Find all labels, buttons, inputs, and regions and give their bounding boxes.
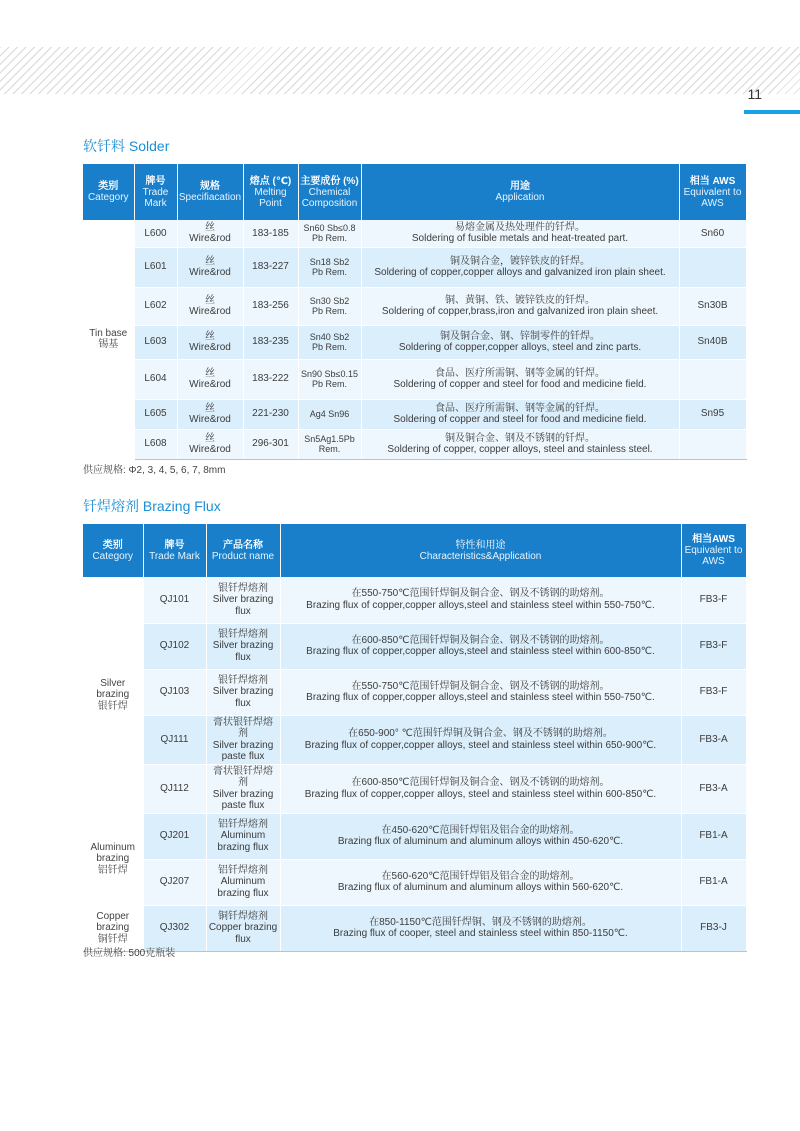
- characteristics: 在850-1150℃范围钎焊铜、钢及不锈钢的助熔剂。 Brazing flux of cooper, steel and stainless steel within 850-1150℃.: [280, 905, 681, 951]
- solder-header-trade-mark: 牌号 Trade Mark: [134, 164, 177, 220]
- melting-point: 183-256: [243, 287, 298, 325]
- melting-point: 183-227: [243, 247, 298, 287]
- characteristics: 在560-620℃范围钎焊铝及铝合金的助熔剂。 Brazing flux of aluminum and aluminum alloys within 560-620℃.: [280, 859, 681, 905]
- characteristics: 在450-620℃范围钎焊铝及铝合金的助熔剂。 Brazing flux of aluminum and aluminum alloys within 450-620℃.: [280, 813, 681, 859]
- application: 铜及铜合金、钢及不锈钢的钎焊。 Soldering of copper, copper alloys, steel and stainless steel.: [361, 429, 679, 459]
- application: 食品、医疗所需铜、钢等金属的钎焊。 Soldering of copper and steel for food and medicine field.: [361, 359, 679, 399]
- flux-category-silver: Silver brazing 银钎焊: [83, 577, 143, 813]
- aws-equivalent: FB3-J: [681, 905, 746, 951]
- melting-point: 183-185: [243, 220, 298, 247]
- melting-point: 296-301: [243, 429, 298, 459]
- aws-equivalent: FB3-F: [681, 623, 746, 669]
- chemical-composition: Sn30 Sb2 Pb Rem.: [298, 287, 361, 325]
- aws-equivalent: Sn60: [679, 220, 746, 247]
- solder-category-tin-base: Tin base 锡基: [83, 220, 134, 459]
- specification: 丝 Wire&rod: [177, 247, 243, 287]
- flux-section-title: 钎焊熔剂 Brazing Flux: [83, 498, 221, 514]
- flux-table: [83, 524, 747, 952]
- trade-mark: QJ207: [143, 859, 206, 905]
- application: 食品、医疗所需铜、钢等金属的钎焊。 Soldering of copper and steel for food and medicine field.: [361, 399, 679, 429]
- page-number-accent-bar: [744, 110, 800, 114]
- product-name: 银钎焊熔剂 Silver brazing flux: [206, 623, 280, 669]
- specification: 丝 Wire&rod: [177, 287, 243, 325]
- flux-supply-note: 供应规格: 500克瓶装: [83, 948, 176, 959]
- table-row: [83, 764, 746, 813]
- product-name: 膏状银钎焊熔剂 Silver brazing paste flux: [206, 764, 280, 813]
- chemical-composition: Sn5Ag1.5Pb Rem.: [298, 429, 361, 459]
- chemical-composition: Sn18 Sb2 Pb Rem.: [298, 247, 361, 287]
- flux-header-aws: 相当AWS Equivalent to AWS: [681, 524, 746, 577]
- melting-point: 221-230: [243, 399, 298, 429]
- aws-equivalent: FB3-F: [681, 669, 746, 715]
- trade-mark: QJ201: [143, 813, 206, 859]
- product-name: 银钎焊熔剂 Silver brazing flux: [206, 577, 280, 623]
- table-row: [83, 429, 746, 459]
- specification: 丝 Wire&rod: [177, 325, 243, 359]
- table-row: [83, 905, 746, 951]
- aws-equivalent: FB3-A: [681, 764, 746, 813]
- table-row: [83, 359, 746, 399]
- trade-mark: L603: [134, 325, 177, 359]
- specification: 丝 Wire&rod: [177, 359, 243, 399]
- aws-equivalent: FB3-F: [681, 577, 746, 623]
- product-name: 膏状银钎焊熔剂 Silver brazing paste flux: [206, 715, 280, 764]
- page-number: 11: [747, 86, 762, 102]
- trade-mark: QJ102: [143, 623, 206, 669]
- trade-mark: L604: [134, 359, 177, 399]
- characteristics: 在550-750℃范围钎焊铜及铜合金、钢及不锈钢的助熔剂。 Brazing flux of copper,copper alloys,steel and stainless steel within 550-750℃.: [280, 669, 681, 715]
- flux-category-copper: Copper brazing 铜钎焊: [83, 905, 143, 951]
- application: 铜及铜合金，镀锌铁皮的钎焊。 Soldering of copper,copper alloys and galvanized iron plain sheet.: [361, 247, 679, 287]
- chemical-composition: Ag4 Sn96: [298, 399, 361, 429]
- solder-header-category: 类别 Category: [83, 164, 134, 220]
- product-name: 铜钎焊熔剂 Copper brazing flux: [206, 905, 280, 951]
- table-row: [83, 287, 746, 325]
- chemical-composition: Sn90 Sb≤0.15 Pb Rem.: [298, 359, 361, 399]
- trade-mark: L602: [134, 287, 177, 325]
- characteristics: 在650-900° ℃范围钎焊铜及铜合金、钢及不锈钢的助熔剂。 Brazing flux of copper,copper alloys, steel and stainless steel within 650-900℃.: [280, 715, 681, 764]
- flux-category-aluminum: Aluminum brazing 铝钎焊: [83, 813, 143, 905]
- application: 铜、黄铜、铁、镀锌铁皮的钎焊。 Soldering of copper,brass,iron and galvanized iron plain sheet.: [361, 287, 679, 325]
- chemical-composition: Sn60 Sb≤0.8 Pb Rem.: [298, 220, 361, 247]
- flux-header-characteristics: 特性和用途 Characteristics&Application: [280, 524, 681, 577]
- flux-header-product-name: 产品名称 Product name: [206, 524, 280, 577]
- table-row: [83, 669, 746, 715]
- trade-mark: QJ302: [143, 905, 206, 951]
- melting-point: 183-235: [243, 325, 298, 359]
- aws-equivalent: [679, 359, 746, 399]
- aws-equivalent: FB1-A: [681, 813, 746, 859]
- characteristics: 在600-850℃范围钎焊铜及铜合金、钢及不锈钢的助熔剂。 Brazing flux of copper,copper alloys, steel and stainless steel within 600-850℃.: [280, 764, 681, 813]
- header-hatch-band: [0, 47, 800, 94]
- aws-equivalent: FB1-A: [681, 859, 746, 905]
- table-row: [83, 623, 746, 669]
- table-row: [83, 325, 746, 359]
- trade-mark: QJ101: [143, 577, 206, 623]
- trade-mark: QJ112: [143, 764, 206, 813]
- solder-header-melting-point: 熔点 (℃) Melting Point: [243, 164, 298, 220]
- aws-equivalent: Sn40B: [679, 325, 746, 359]
- chemical-composition: Sn40 Sb2 Pb Rem.: [298, 325, 361, 359]
- table-row: [83, 813, 746, 859]
- aws-equivalent: FB3-A: [681, 715, 746, 764]
- solder-supply-note: 供应规格: Φ2, 3, 4, 5, 6, 7, 8mm: [83, 465, 226, 476]
- table-row: [83, 715, 746, 764]
- trade-mark: L601: [134, 247, 177, 287]
- solder-header-specification: 规格 Specifiacation: [177, 164, 243, 220]
- table-row: [83, 577, 746, 623]
- table-row: [83, 220, 746, 247]
- table-row: [83, 859, 746, 905]
- solder-header-application: 用途 Application: [361, 164, 679, 220]
- specification: 丝 Wire&rod: [177, 399, 243, 429]
- aws-equivalent: [679, 247, 746, 287]
- trade-mark: L605: [134, 399, 177, 429]
- product-name: 铝钎焊熔剂 Aluminum brazing flux: [206, 859, 280, 905]
- product-name: 银钎焊熔剂 Silver brazing flux: [206, 669, 280, 715]
- flux-header-trade-mark: 牌号 Trade Mark: [143, 524, 206, 577]
- solder-header-chemical-composition: 主要成份 (%) Chemical Composition: [298, 164, 361, 220]
- aws-equivalent: Sn95: [679, 399, 746, 429]
- application: 易熔金属及热处理件的钎焊。 Soldering of fusible metals and heat-treated part.: [361, 220, 679, 247]
- trade-mark: L608: [134, 429, 177, 459]
- specification: 丝 Wire&rod: [177, 220, 243, 247]
- trade-mark: L600: [134, 220, 177, 247]
- characteristics: 在600-850℃范围钎焊铜及铜合金、钢及不锈钢的助熔剂。 Brazing flux of copper,copper alloys,steel and stainless steel within 600-850℃.: [280, 623, 681, 669]
- aws-equivalent: Sn30B: [679, 287, 746, 325]
- trade-mark: QJ111: [143, 715, 206, 764]
- solder-header-aws: 相当 AWS Equivalent to AWS: [679, 164, 746, 220]
- application: 铜及铜合金、钢、锌制零件的钎焊。 Soldering of copper,copper alloys, steel and zinc parts.: [361, 325, 679, 359]
- aws-equivalent: [679, 429, 746, 459]
- specification: 丝 Wire&rod: [177, 429, 243, 459]
- melting-point: 183-222: [243, 359, 298, 399]
- product-name: 铝钎焊熔剂 Aluminum brazing flux: [206, 813, 280, 859]
- solder-section-title: 软钎料 Solder: [83, 138, 170, 154]
- table-row: [83, 399, 746, 429]
- trade-mark: QJ103: [143, 669, 206, 715]
- characteristics: 在550-750℃范围钎焊铜及铜合金、钢及不锈钢的助熔剂。 Brazing flux of copper,copper alloys,steel and stainless steel within 550-750℃.: [280, 577, 681, 623]
- table-row: [83, 247, 746, 287]
- solder-table: [83, 164, 747, 460]
- flux-header-category: 类别 Category: [83, 524, 143, 577]
